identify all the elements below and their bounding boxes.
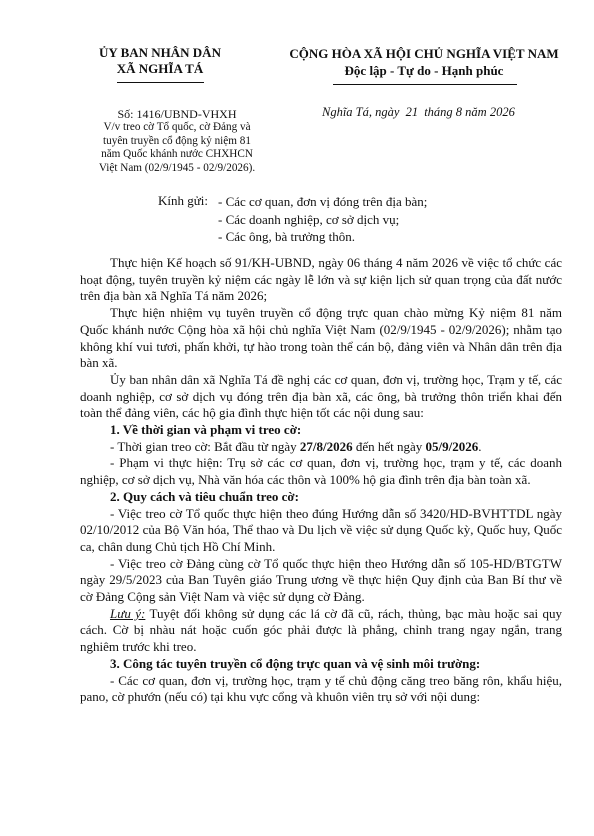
body-paragraph: Ủy ban nhân dân xã Nghĩa Tá đề nghị các cơ quan, đơn vị, trường học, Trạm y tế, các doanh nghiệp, cơ sở dịch vụ đóng trên địa bàn xã, các ông, bà trưởng thôn triển khai đến toàn thể đảng viên, các hộ gia đình thực hiện tốt các nội dung sau: — [80, 371, 562, 421]
agency-line-2: XÃ NGHĨA TÁ — [116, 61, 204, 76]
section-2-national-flag: - Việc treo cờ Tổ quốc thực hiện theo đúng Hướng dẫn số 3420/HD-BVHTTDL ngày 02/10/2012 của Bộ Văn hóa, Thể thao và Du lịch về việc sử dụng Quốc kỳ, Quốc huy, Quốc ca, chân dung Chủ tịch Hồ Chí Minh. — [80, 505, 562, 554]
issuing-agency — [88, 45, 232, 77]
national-motto — [286, 45, 562, 79]
section-2-note — [80, 606, 562, 656]
document-body — [80, 255, 562, 706]
document-subject — [82, 121, 272, 175]
note-text: Tuyệt đối không sử dụng các lá cờ đã cũ, rách, thủng, bạc màu hoặc sai quy cách. Cờ bị nhàu nát hoặc cuốn góc phải được là phẳng, chỉnh trang ngay ngắn, trang nghiêm trước khi treo. — [80, 605, 563, 655]
section-heading-1: 1. Về thời gian và phạm vi treo cờ: — [110, 422, 302, 438]
document-number: Số: 1416/UBND-VHXH — [117, 107, 237, 121]
recipient-item: - Các doanh nghiệp, cơ sở dịch vụ; — [218, 211, 400, 227]
section-1-scope: - Phạm vi thực hiện: Trụ sở các cơ quan, đơn vị, trường học, trạm y tế, các doanh nghiệp, cơ sở dịch vụ, Nhà văn hóa các thôn và 100% hộ gia đình trên địa bàn toàn xã. — [80, 455, 562, 488]
subject-line: V/v treo cờ Tổ quốc, cờ Đảng và — [103, 121, 251, 133]
issue-date — [322, 105, 515, 120]
note-label: Lưu ý: — [110, 605, 146, 621]
section-2-party-flag: - Việc treo cờ Đảng cùng cờ Tổ quốc thực hiện theo Hướng dẫn số 105-HD/BTGTW ngày 29/5/2023 của Ban Tuyên giáo Trung ương về thực hiện Quy định của Ban Bí thư về cờ Đảng Cộng sản Việt Nam và việc sử dụng cờ Đảng. — [80, 555, 562, 605]
text-run: . — [478, 438, 482, 454]
section-3-banners: - Các cơ quan, đơn vị, trường học, trạm y tế chủ động căng treo băng rôn, khẩu hiệu, pano, cờ phướn (nếu có) tại khu vực cổng và khuôn viên trụ sở với nội dung: — [80, 672, 562, 705]
recipients-label: Kính gửi: — [158, 193, 209, 208]
recipient-item: - Các ông, bà trưởng thôn. — [218, 229, 356, 244]
start-date: 27/8/2026 — [299, 438, 353, 454]
subject-line: tuyên truyền cổ động kỷ niệm 81 — [103, 134, 251, 147]
text-run: đến hết ngày — [352, 438, 426, 454]
section-heading-2: 2. Quy cách và tiêu chuẩn treo cờ: — [110, 488, 299, 504]
agency-underline — [117, 82, 204, 83]
date-prefix: Nghĩa Tá, ngày — [322, 105, 400, 119]
recipient-item: - Các cơ quan, đơn vị đóng trên địa bàn; — [218, 194, 428, 209]
section-1-time — [80, 439, 562, 456]
motto-underline — [333, 84, 517, 85]
nation-name: CỘNG HÒA XÃ HỘI CHỦ NGHĨA VIỆT NAM — [289, 46, 559, 61]
section-heading-3: 3. Công tác tuyên truyền cổ động trực quan và vệ sinh môi trường: — [110, 655, 481, 671]
end-date: 05/9/2026 — [425, 438, 479, 454]
date-suffix: tháng 8 năm 2026 — [424, 105, 515, 119]
body-paragraph: Thực hiện Kế hoạch số 91/KH-UBND, ngày 06 tháng 4 năm 2026 về việc tổ chức các hoạt động, tuyên truyền kỷ niệm các ngày lễ lớn và sự kiện lịch sử quan trọng của đất nước trên địa bàn xã Nghĩa Tá năm 2026; — [80, 255, 562, 304]
nation-motto: Độc lập - Tự do - Hạnh phúc — [344, 63, 504, 78]
recipients-list — [218, 193, 427, 246]
text-run: - Thời gian treo cờ: Bắt đầu từ ngày — [110, 438, 300, 454]
agency-line-1: ỦY BAN NHÂN DÂN — [99, 45, 221, 60]
date-day: 21 — [405, 105, 419, 119]
body-paragraph: Thực hiện nhiệm vụ tuyên truyền cổ động trực quan chào mừng Kỷ niệm 81 năm Quốc khánh nước Cộng hòa xã hội chủ nghĩa Việt Nam (02/9/1945 - 02/9/2026); nhằm tạo không khí vui tươi, phấn khởi, tự hào trong toàn thể cán bộ, đảng viên và Nhân dân trên địa bàn xã. — [80, 305, 562, 371]
subject-line: năm Quốc khánh nước CHXHCN — [101, 148, 253, 161]
subject-line: Việt Nam (02/9/1945 - 02/9/2026). — [98, 161, 256, 174]
